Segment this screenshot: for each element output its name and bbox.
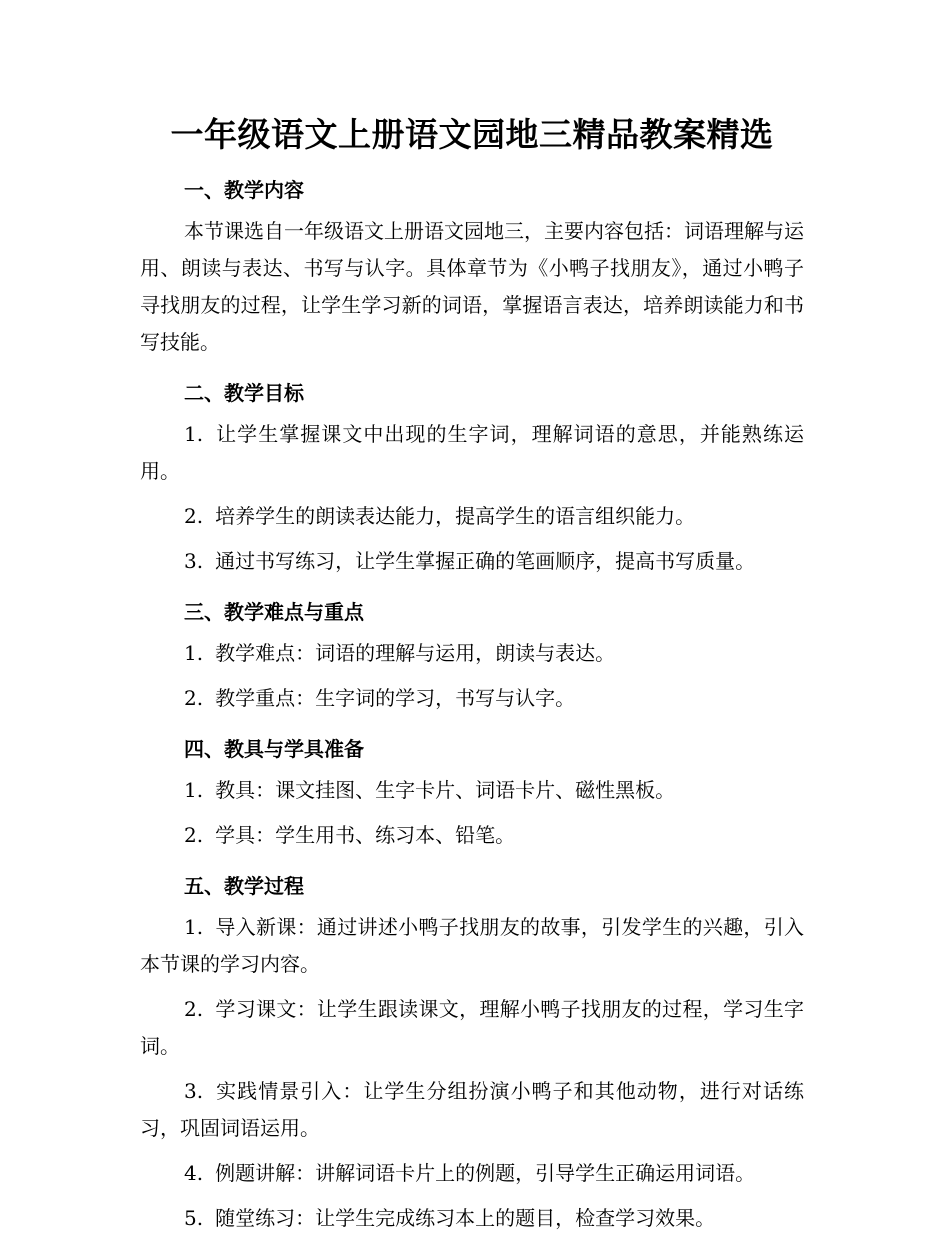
list-item-number: 2. [184, 504, 204, 528]
list-item-number: 1. [184, 641, 204, 665]
list-item [140, 1200, 804, 1237]
list-item-text: 教学重点：生字词的学习，书写与认字。 [215, 686, 576, 710]
list-item-text: 学习课文：让学生跟读课文，理解小鸭子找朋友的过程，学习生字词。 [140, 997, 804, 1058]
list-item [140, 680, 804, 717]
list-item [140, 1073, 804, 1147]
list-item-text: 教学难点：词语的理解与运用，朗读与表达。 [215, 641, 616, 665]
section-heading-teaching-process: 五、教学过程 [184, 874, 304, 898]
list-item-number: 2. [184, 997, 204, 1021]
list-item-number: 5. [184, 1206, 204, 1230]
list-item-number: 1. [184, 778, 204, 802]
section-paragraph-teaching-content: 本节课选自一年级语文上册语文园地三，主要内容包括：词语理解与运用、朗读与表达、书写与认字。具体章节为《小鸭子找朋友》，通过小鸭子寻找朋友的过程，让学生学习新的词语，掌握语言表达，培养朗读能力和书写技能。 [140, 219, 804, 354]
list-item-text: 培养学生的朗读表达能力，提高学生的语言组织能力。 [215, 504, 696, 528]
list-item [140, 991, 804, 1065]
list-item-text: 让学生掌握课文中出现的生字词，理解词语的意思，并能熟练运用。 [140, 422, 804, 483]
list-item-text: 教具：课文挂图、生字卡片、词语卡片、磁性黑板。 [215, 778, 676, 802]
section-heading-difficulties-key-points: 三、教学难点与重点 [184, 600, 364, 624]
section-heading-teaching-goals: 二、教学目标 [184, 381, 304, 405]
list-item-number: 3. [184, 549, 204, 573]
list-item [140, 817, 804, 854]
list-item-number: 4. [184, 1161, 204, 1185]
document-page [140, 112, 804, 1237]
list-item-number: 1. [184, 915, 204, 939]
list-item [140, 909, 804, 983]
list-item-text: 实践情景引入：让学生分组扮演小鸭子和其他动物，进行对话练习，巩固词语运用。 [140, 1079, 804, 1140]
list-item [140, 498, 804, 535]
list-item [140, 416, 804, 490]
list-item [140, 772, 804, 809]
list-item-text: 学具：学生用书、练习本、铅笔。 [215, 823, 516, 847]
list-item-text: 导入新课：通过讲述小鸭子找朋友的故事，引发学生的兴趣，引入本节课的学习内容。 [140, 915, 804, 976]
list-item-text: 随堂练习：让学生完成练习本上的题目，检查学习效果。 [215, 1206, 716, 1230]
list-item [140, 635, 804, 672]
list-item [140, 543, 804, 580]
section-heading-materials: 四、教具与学具准备 [184, 737, 364, 761]
list-item-number: 2. [184, 686, 204, 710]
list-item [140, 1155, 804, 1192]
list-item-number: 3. [184, 1079, 204, 1103]
list-item-text: 例题讲解：讲解词语卡片上的例题，引导学生正确运用词语。 [215, 1161, 756, 1185]
document-title: 一年级语文上册语文园地三精品教案精选 [170, 115, 774, 154]
list-item-number: 2. [184, 823, 204, 847]
list-item-text: 通过书写练习，让学生掌握正确的笔画顺序，提高书写质量。 [215, 549, 756, 573]
section-heading-teaching-content: 一、教学内容 [184, 178, 304, 202]
list-item-number: 1. [184, 422, 204, 446]
